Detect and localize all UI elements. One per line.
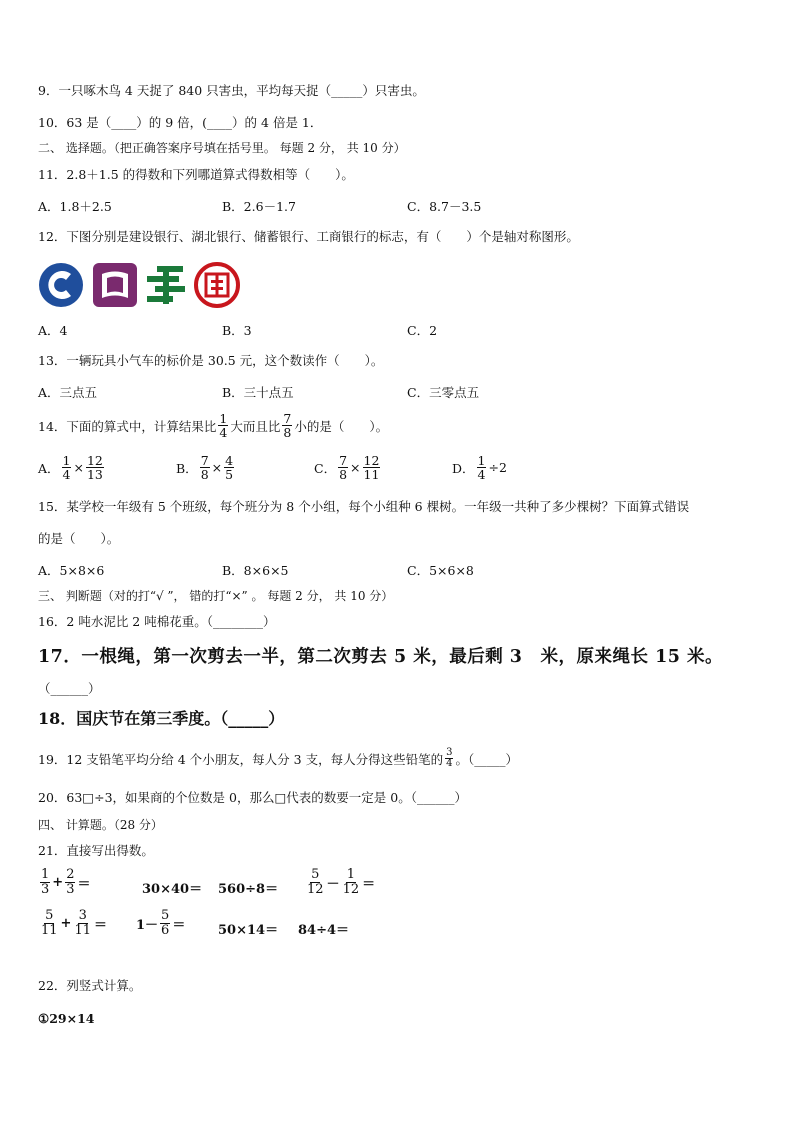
q19-text: 。（_____） bbox=[455, 751, 518, 767]
q12-option-b: B．3 bbox=[222, 323, 252, 338]
numerator: 3 bbox=[78, 908, 87, 923]
numerator: 7 bbox=[283, 411, 292, 426]
numerator: 4 bbox=[225, 453, 234, 468]
equals-sign: ＝ bbox=[94, 918, 108, 933]
operator: + bbox=[60, 916, 72, 931]
question-11-stem: 11．2.8＋1.5 的得数和下列哪道算式得数相等（ ）。 bbox=[38, 167, 354, 182]
numerator: 5 bbox=[311, 867, 320, 882]
denominator: 4 bbox=[219, 425, 228, 440]
q21-item-3: 560÷8＝ bbox=[218, 882, 279, 897]
fraction bbox=[160, 909, 170, 938]
fraction bbox=[40, 868, 50, 897]
denominator: 4 bbox=[62, 467, 71, 482]
question-15-line-2: 的是（ ）。 bbox=[38, 531, 120, 546]
numerator: 1 bbox=[41, 867, 50, 882]
q15-option-a: A．5×8×6 bbox=[38, 563, 105, 578]
q22-item-1: ①29×14 bbox=[38, 1011, 95, 1026]
denominator: 3 bbox=[66, 882, 75, 897]
operator: × bbox=[73, 460, 84, 475]
question-14-stem bbox=[38, 412, 388, 439]
q15-option-b: B．8×6×5 bbox=[222, 563, 289, 578]
numerator: 3 bbox=[446, 747, 453, 758]
fraction bbox=[65, 868, 75, 897]
q21-item-4 bbox=[304, 868, 375, 897]
fraction bbox=[338, 454, 348, 481]
question-15-line-1: 15．某学校一年级有 5 个班级，每个班分为 8 个小组，每个小组种 6 棵树。一年级一共种了多少棵树？下面算式错误 bbox=[38, 499, 690, 514]
q14-stem-text: 14．下面的算式中，计算结果比 bbox=[38, 418, 217, 434]
option-label: B． bbox=[176, 460, 198, 476]
q14-fraction-2 bbox=[282, 412, 292, 439]
question-20: 20．63□÷3，如果商的个位数是 0，那么□代表的数要一定是 0。（______） bbox=[38, 790, 467, 805]
section-4-heading: 四、 计算题。（28 分） bbox=[38, 818, 163, 832]
denominator: 12 bbox=[307, 882, 324, 897]
q14-fraction-1 bbox=[218, 412, 228, 439]
question-19 bbox=[38, 748, 518, 769]
q14-option-d bbox=[452, 454, 507, 481]
fraction bbox=[342, 868, 361, 897]
numerator: 7 bbox=[339, 453, 348, 468]
fraction bbox=[306, 868, 325, 897]
q21-item-1 bbox=[38, 868, 90, 897]
q12-option-c: C．2 bbox=[407, 323, 438, 338]
q21-item-6 bbox=[136, 909, 185, 938]
section-3-heading: 三、 判断题（对的打“√ ”， 错的打“×” 。 每题 2 分， 共 10 分） bbox=[38, 589, 394, 603]
q12-option-a: A．4 bbox=[38, 323, 68, 338]
q14-stem-text: 小的是（ ）。 bbox=[294, 418, 389, 434]
denominator: 4 bbox=[446, 758, 453, 769]
operator: ÷2 bbox=[488, 460, 507, 475]
q21-item-8: 84÷4＝ bbox=[298, 923, 350, 938]
numerator: 12 bbox=[86, 453, 103, 468]
expression-prefix: 1－ bbox=[136, 918, 159, 933]
q19-fraction bbox=[445, 748, 453, 769]
denominator: 13 bbox=[86, 467, 103, 482]
operator: × bbox=[350, 460, 361, 475]
fraction bbox=[224, 454, 234, 481]
q11-option-a: A．1.8＋2.5 bbox=[38, 199, 112, 214]
q11-option-b: B．2.6－1.7 bbox=[222, 199, 296, 214]
numerator: 5 bbox=[161, 908, 170, 923]
equals-sign: ＝ bbox=[362, 877, 376, 892]
denominator: 5 bbox=[225, 467, 234, 482]
denominator: 11 bbox=[74, 923, 91, 938]
q14-option-c bbox=[314, 454, 382, 481]
numerator: 2 bbox=[66, 867, 75, 882]
operator: × bbox=[211, 460, 223, 475]
option-label: C． bbox=[314, 460, 337, 476]
question-13-stem: 13．一辆玩具小气车的标价是 30.5 元，这个数读作（ ）。 bbox=[38, 353, 384, 368]
question-17-line-2: （______） bbox=[38, 681, 101, 696]
question-18: 18．国庆节在第三季度。（_____） bbox=[38, 709, 285, 728]
equals-sign: ＝ bbox=[77, 877, 91, 892]
question-21-stem: 21．直接写出得数。 bbox=[38, 843, 154, 858]
q15-option-c: C．5×6×8 bbox=[407, 563, 474, 578]
ccb-logo bbox=[38, 262, 84, 308]
q13-option-b: B．三十点五 bbox=[222, 385, 294, 400]
denominator: 11 bbox=[41, 923, 58, 938]
question-9: 9．一只啄木鸟 4 天捉了 840 只害虫，平均每天捉（_____）只害虫。 bbox=[38, 83, 425, 98]
numerator: 7 bbox=[200, 453, 209, 468]
fraction bbox=[363, 454, 381, 481]
denominator: 3 bbox=[41, 882, 50, 897]
option-label: D． bbox=[452, 460, 475, 476]
question-12-stem: 12．下图分别是建设银行、湖北银行、储蓄银行、工商银行的标志，有（ ）个是轴对称图形。 bbox=[38, 229, 579, 244]
operator: + bbox=[52, 875, 64, 890]
numerator: 1 bbox=[346, 867, 355, 882]
option-label: A． bbox=[38, 460, 60, 476]
q19-text: 19．12 支铅笔平均分给 4 个小朋友，每人分 3 支，每人分得这些铅笔的 bbox=[38, 751, 444, 767]
denominator: 11 bbox=[363, 467, 380, 482]
denominator: 6 bbox=[161, 923, 170, 938]
q14-option-a bbox=[38, 454, 106, 481]
numerator: 1 bbox=[219, 411, 228, 426]
fraction bbox=[40, 909, 59, 938]
q21-item-5 bbox=[38, 909, 107, 938]
q21-item-2: 30×40＝ bbox=[142, 882, 203, 897]
postal-savings-logo bbox=[143, 262, 189, 308]
fraction bbox=[200, 454, 210, 481]
operator: － bbox=[326, 877, 340, 892]
denominator: 8 bbox=[339, 467, 348, 482]
icbc-logo bbox=[194, 262, 240, 308]
numerator: 5 bbox=[45, 908, 54, 923]
equals-sign: ＝ bbox=[172, 918, 186, 933]
question-10: 10．63 是（____）的 9 倍，(____）的 4 倍是 1． bbox=[38, 115, 323, 130]
fraction bbox=[477, 454, 487, 481]
question-17-line-1: 17．一根绳，第一次剪去一半，第二次剪去 5 米，最后剩 3 米，原来绳长 15 米。 bbox=[38, 647, 724, 667]
numerator: 1 bbox=[62, 453, 71, 468]
denominator: 8 bbox=[200, 467, 209, 482]
fraction bbox=[62, 454, 72, 481]
section-2-heading: 二、 选择题。（把正确答案序号填在括号里。 每题 2 分， 共 10 分） bbox=[38, 141, 406, 155]
q13-option-a: A．三点五 bbox=[38, 385, 98, 400]
denominator: 12 bbox=[342, 882, 360, 897]
numerator: 12 bbox=[363, 453, 380, 468]
fraction bbox=[86, 454, 104, 481]
hubei-bank-logo bbox=[92, 262, 138, 308]
q21-item-7: 50×14＝ bbox=[218, 923, 279, 938]
question-22-stem: 22．列竖式计算。 bbox=[38, 978, 142, 993]
denominator: 8 bbox=[283, 425, 292, 440]
q14-option-b bbox=[176, 454, 236, 481]
q14-stem-text: 大而且比 bbox=[230, 418, 281, 434]
fraction bbox=[73, 909, 92, 938]
numerator: 1 bbox=[477, 453, 486, 468]
q11-option-c: C．8.7－3.5 bbox=[407, 199, 482, 214]
q13-option-c: C．三零点五 bbox=[407, 385, 480, 400]
denominator: 4 bbox=[477, 467, 486, 482]
question-16: 16．2 吨水泥比 2 吨棉花重。（________） bbox=[38, 614, 276, 629]
